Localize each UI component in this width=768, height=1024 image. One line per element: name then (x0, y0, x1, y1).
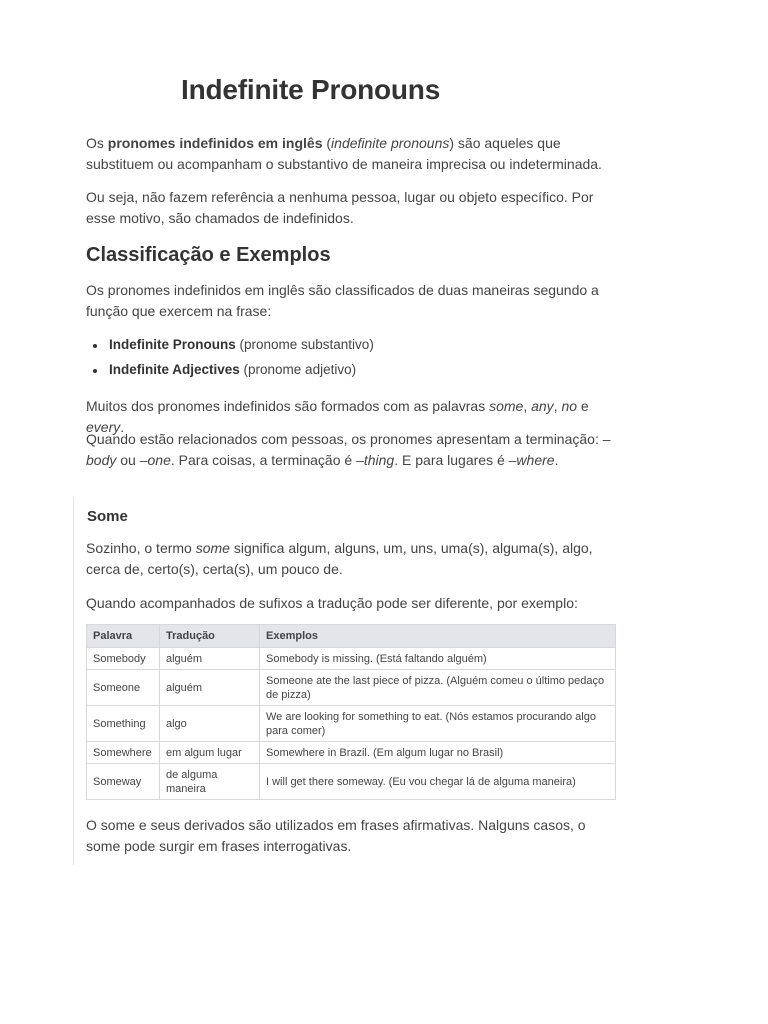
table-cell: algo (160, 706, 260, 742)
table-cell: Somewhere (87, 742, 160, 764)
usage-paragraph: O some e seus derivados são utilizados em frases afirmativas. Nalguns casos, o some pode surgir em frases interrogativas. (86, 817, 586, 854)
table-cell: Someone ate the last piece of pizza. (Alguém comeu o último pedaço de pizza) (260, 670, 616, 706)
table-row (87, 742, 616, 764)
table-cell: Somebody is missing. (Está faltando alguém) (260, 648, 616, 670)
some-definition-paragraph: Sozinho, o termo some significa algum, alguns, um, uns, uma(s), alguma(s), algo, cerca de, certo(s), certa(s), um pouco de. (86, 540, 593, 577)
table-header-row (87, 625, 616, 648)
table-cell: Something (87, 706, 160, 742)
table-row (87, 648, 616, 670)
table-cell: Someone (87, 670, 160, 706)
page-title: Indefinite Pronouns (181, 74, 441, 105)
intro-paragraph-2: Ou seja, não fazem referência a nenhuma pessoa, lugar ou objeto específico. Por esse motivo, são chamados de indefinidos. (86, 189, 594, 226)
table-cell: alguém (160, 670, 260, 706)
intro-paragraph-1: Os pronomes indefinidos em inglês (indefinite pronouns) são aqueles que substituem ou acompanham o substantivo de maneira imprecisa ou indeterminada. (86, 135, 602, 172)
table-cell: de alguma maneira (160, 764, 260, 800)
table-cell: alguém (160, 648, 260, 670)
some-derivatives-table (86, 624, 616, 800)
suffix-paragraph: Quando acompanhados de sufixos a tradução pode ser diferente, por exemplo: (86, 595, 578, 611)
endings-paragraph: Quando estão relacionados com pessoas, os pronomes apresentam a terminação: –body ou –one. Para coisas, a terminação é –thing. E para lugares é –where. (86, 431, 611, 468)
pronoun-types-list (86, 335, 374, 385)
table-row (87, 764, 616, 800)
table-cell: Someway (87, 764, 160, 800)
column-header-exemplos: Exemplos (260, 625, 616, 648)
table-cell: I will get there someway. (Eu vou chegar lá de alguma maneira) (260, 764, 616, 800)
list-item: Indefinite Pronouns (pronome substantivo) (86, 335, 374, 360)
list-item: Indefinite Adjectives (pronome adjetivo) (86, 360, 374, 385)
classification-heading: Classificação e Exemplos (86, 244, 331, 266)
table-row (87, 706, 616, 742)
table-cell: em algum lugar (160, 742, 260, 764)
table-cell: Somewhere in Brazil. (Em algum lugar no Brasil) (260, 742, 616, 764)
formation-paragraph: Muitos dos pronomes indefinidos são formados com as palavras some, any, no e every. (86, 398, 589, 435)
some-heading: Some (87, 508, 128, 525)
table-cell: We are looking for something to eat. (Nós estamos procurando algo para comer) (260, 706, 616, 742)
section-left-border (73, 497, 74, 865)
column-header-palavra: Palavra (87, 625, 160, 648)
table-cell: Somebody (87, 648, 160, 670)
table-row (87, 670, 616, 706)
classification-paragraph: Os pronomes indefinidos em inglês são classificados de duas maneiras segundo a função que exercem na frase: (86, 282, 599, 319)
column-header-traducao: Tradução (160, 625, 260, 648)
